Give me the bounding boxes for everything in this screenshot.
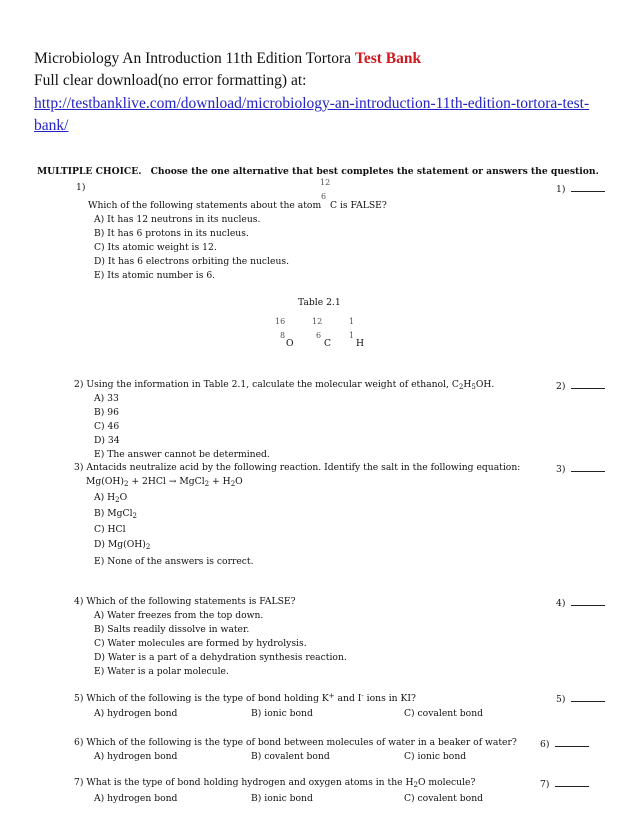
q3-stem: 3) Antacids neutralize acid by the following reaction. Identify the salt in the following equation: [74,462,521,473]
q1-option-e: E) Its atomic number is 6. [94,270,216,281]
table-title: Table 2.1 [298,297,341,308]
download-link-line2[interactable]: bank/ [34,117,69,134]
title-main: Microbiology An Introduction 11th Edition Tortora [34,50,352,67]
section-instructions: Choose the one alternative that best completes the statement or answers the question. [150,166,599,177]
q3-answer-blank[interactable] [556,462,605,475]
q5-option-b: B) ionic bond [251,708,313,719]
q5-stem: 5) Which of the following is the type of bond holding K+ and I- ions in KI? [74,692,416,704]
q2-option-a: A) 33 [94,393,119,404]
q4-option-a: A) Water freezes from the top down. [94,610,264,621]
q3-option-c: C) HCl [94,524,126,535]
table-h-symbol: H [356,338,365,349]
q2-option-d: D) 34 [94,435,120,446]
download-link-line1[interactable]: http://testbanklive.com/download/microbiology-an-introduction-11th-edition-tortora-test- [34,95,590,112]
q6-option-a: A) hydrogen bond [94,751,178,762]
q1-mass-number: 12 [320,178,331,187]
table-h-mass: 1 [349,317,355,326]
table-h-atomic: 1 [349,331,355,340]
q3-option-d: D) $Mg(OH)_2$ [94,539,151,551]
q1-answer-blank[interactable] [556,182,605,195]
q1-atomic-number: 6 [321,192,327,201]
q6-answer-number: 6) [540,739,550,750]
q2-option-c: C) 46 [94,421,120,432]
q6-stem: 6) Which of the following is the type of bond between molecules of water in a beaker of water? [74,737,517,748]
table-o-mass: 16 [275,317,286,326]
q1-number: 1) [76,182,86,193]
q4-option-d: D) Water is a part of a dehydration synthesis reaction. [94,652,347,663]
q1-stem: Which of the following statements about the atom [88,200,322,211]
table-c-atomic: 6 [316,331,322,340]
q7-stem: 7) What is the type of bond holding hydrogen and oxygen atoms in the $H_2O$ molecule? [74,777,476,789]
q3-equation: $Mg(OH)_2 + 2HCl$ → MgCl$_2$ + $H_2O$ [86,476,243,488]
q2-option-e: E) The answer cannot be determined. [94,449,270,460]
title-test-bank: Test Bank [354,50,422,67]
q6-option-b: B) covalent bond [251,751,330,762]
q2-option-b: B) 96 [94,407,119,418]
table-c-mass: 12 [312,317,323,326]
q7-answer-number: 7) [540,779,550,790]
section-label: MULTIPLE CHOICE. [37,166,142,177]
section-heading [37,166,599,177]
q4-option-c: C) Water molecules are formed by hydrolysis. [94,638,307,649]
q4-answer-blank[interactable] [556,596,605,609]
q3-answer-number: 3) [556,464,566,475]
document-title [34,50,421,68]
q3-option-a: A) $H_2O$ [94,492,128,504]
q4-option-e: E) Water is a polar molecule. [94,666,229,677]
q1-stem-symbol: C is FALSE? [330,200,387,211]
q7-option-c: C) covalent bond [404,793,483,804]
q6-answer-blank[interactable] [540,737,589,750]
download-subtitle: Full clear download(no error formatting) at: [34,72,307,89]
q4-stem: 4) Which of the following statements is FALSE? [74,596,296,607]
table-o-symbol: O [286,338,294,349]
q4-option-b: B) Salts readily dissolve in water. [94,624,250,635]
q1-option-a: A) It has 12 neutrons in its nucleus. [94,214,261,225]
q7-option-b: B) ionic bond [251,793,313,804]
q1-option-c: C) Its atomic weight is 12. [94,242,217,253]
q5-answer-number: 5) [556,694,566,705]
q1-option-d: D) It has 6 electrons orbiting the nucleus. [94,256,290,267]
q1-option-b: B) It has 6 protons in its nucleus. [94,228,249,239]
q2-stem: 2) Using the information in Table 2.1, calculate the molecular weight of ethanol, $C_2H_5OH$. [74,379,495,391]
table-o-atomic: 8 [280,331,286,340]
q3-option-e: E) None of the answers is correct. [94,556,254,567]
q3-option-b: B) MgCl$_2$ [94,508,137,520]
q6-option-c: C) ionic bond [404,751,467,762]
q5-option-c: C) covalent bond [404,708,483,719]
q7-option-a: A) hydrogen bond [94,793,178,804]
q4-answer-number: 4) [556,598,566,609]
q2-answer-blank[interactable] [556,379,605,392]
q5-option-a: A) hydrogen bond [94,708,178,719]
q5-answer-blank[interactable] [556,692,605,705]
q7-answer-blank[interactable] [540,777,589,790]
table-c-symbol: C [324,338,332,349]
q2-answer-number: 2) [556,381,566,392]
q1-answer-number: 1) [556,184,566,195]
